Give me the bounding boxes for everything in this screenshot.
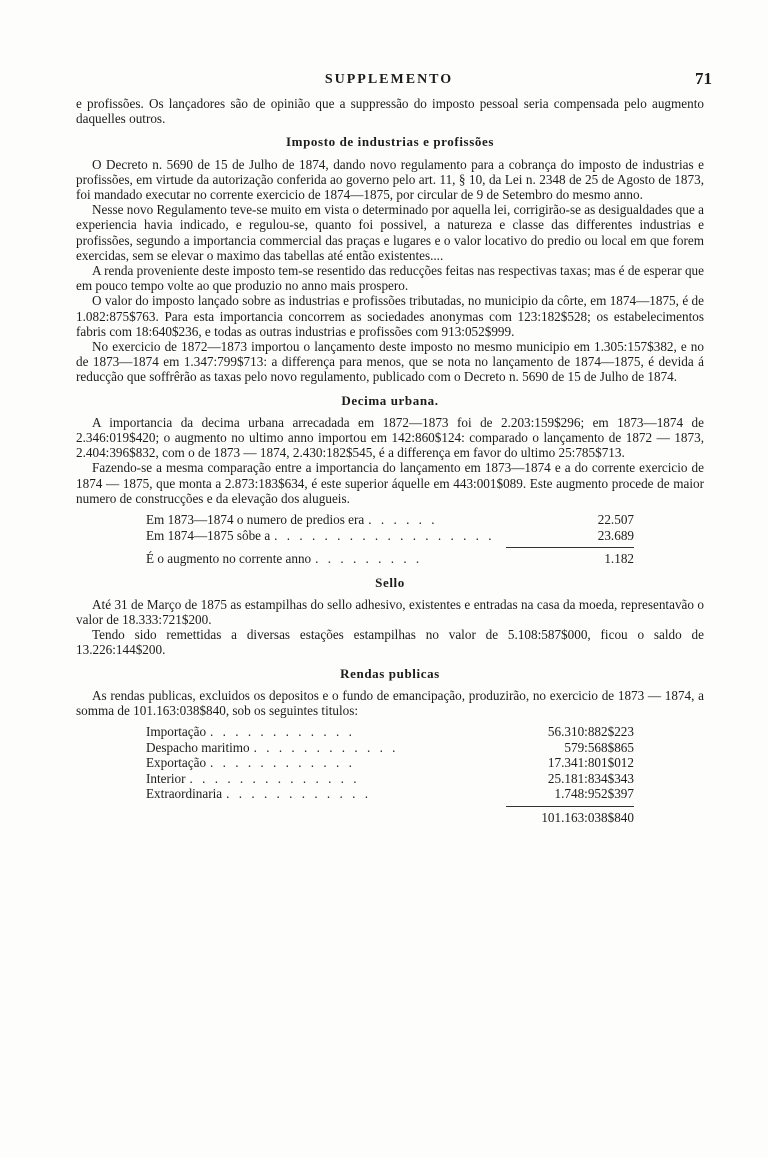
predios-table — [146, 512, 634, 567]
paragraph: O Decreto n. 5690 de 15 de Julho de 1874, dando novo regulamento para a cobrança do imposto de industrias e profissões, em virtude da autorização conferida ao governo pelo art. 11, § 10, da Lei n. 2348 de 25 de Agosto de 1873, foi mandado executar no corrente exercicio de 1874—1875, por circular de 9 de Setembro do mesmo anno. — [76, 156, 704, 203]
paragraph: Nesse novo Regulamento teve-se muito em vista o determinado por aquella lei, corrigirão-se as desigualdades que a experiencia havia indicado, e regulou-se, quanto foi possivel, a natureza e classe das differentes industrias e profissões, segundo a importancia commercial das praças e lugares e o valor locativo do predio ou local em que forem exercidas, sem se elevar o maximo das tabellas até então existentes.... — [76, 202, 704, 263]
leader-dots: . . . . . . . . . . . . — [253, 739, 399, 755]
running-title: SUPPLEMENTO — [324, 72, 454, 87]
table-row — [146, 512, 634, 528]
table-row — [146, 724, 634, 740]
row-value: 579:568$865 — [564, 739, 634, 755]
page-number: 71 — [695, 69, 712, 88]
table-row — [146, 771, 634, 787]
table-row — [146, 740, 634, 756]
section-heading-sello: Sello — [375, 574, 405, 590]
row-label: Interior — [146, 770, 186, 786]
row-label: Extraordinaria — [146, 786, 223, 802]
row-label: Importação — [146, 724, 207, 740]
sum-rule — [506, 547, 634, 548]
rendas-table — [146, 724, 634, 825]
table-total-row — [146, 551, 634, 567]
row-label: Em 1873—1874 o numero de predios era — [146, 512, 365, 528]
row-label: Exportação — [146, 755, 207, 771]
paragraph: As rendas publicas, excluidos os depositos e o fundo de emancipação, produzirão, no exercicio de 1873 — 1874, a somma de 101.163:038$840, sob os seguintes titulos: — [76, 687, 704, 718]
row-label: Em 1874—1875 sôbe a — [146, 527, 271, 543]
paragraph: Tendo sido remettidas a diversas estações estampilhas no valor de 5.108:587$000, ficou o saldo de 13.226:144$200. — [76, 627, 704, 658]
row-value: 1.182 — [604, 551, 634, 567]
page-header — [66, 69, 712, 92]
leader-dots: . . . . . . . . . — [315, 551, 423, 567]
leader-dots: . . . . . . . . . . . . — [210, 755, 355, 771]
row-value: 1.748:952$397 — [554, 786, 634, 802]
paragraph: No exercicio de 1872—1873 importou o lançamento deste imposto no mesmo municipio em 1.305:157$382, e no de 1873—1874 em 1.347:799$713: a differença para menos, que se nota no lançamento de 1874—1875, é devida á reducção que soffrêrão as taxas pelo novo regulamento, publicado com o Decreto n. 5690 de 15 de Julho de 1874. — [76, 339, 704, 385]
section-heading-industrias: Imposto de industrias e profissões — [286, 134, 494, 150]
rendas-total: 101.163:038$840 — [541, 809, 634, 825]
paragraph: A importancia da decima urbana arrecadada em 1872—1873 foi de 2.203:159$296; em 1873—1874 de 2.346:019$420; o augmento no ultimo anno importou em 142:860$124: comparado o lançamento de 1872 — 1873, 2.404:396$832, com o de 1873 — 1874, 2.430:182$545, é a differença em favor do ultimo 25:785$713. — [76, 414, 704, 461]
paragraph: A renda proveniente deste imposto tem-se resentido das reducções feitas nas respectivas taxas; mas é de esperar que em pouco tempo volte ao que produzio no anno mais prospero. — [76, 263, 704, 294]
leader-dots: . . . . . . . . . . . . . . . . . . — [274, 527, 495, 543]
leader-dots: . . . . . . — [368, 512, 438, 528]
paragraph: Até 31 de Março de 1875 as estampilhas do sello adhesivo, existentes e entradas na casa da moeda, representavão o valor de 18.333:721$200. — [76, 596, 704, 627]
leader-dots: . . . . . . . . . . . . — [210, 724, 355, 740]
section-heading-rendas: Rendas publicas — [340, 665, 440, 681]
paragraph: Fazendo-se a mesma comparação entre a importancia do lançamento em 1873—1874 e a do corrente exercicio de 1874 — 1875, que monta a 2.873:183$634, é este superior áquelle em 443:001$089. Este augmento procede de maior numero de construcções e da elevação dos alugueis. — [76, 460, 704, 506]
intro-paragraph: e profissões. Os lançadores são de opinião que a suppressão do imposto pessoal seria compensada pelo augmento daquelles outros. — [76, 96, 704, 127]
section-heading-decima: Decima urbana. — [341, 392, 439, 408]
row-label: É o augmento no corrente anno — [146, 551, 312, 567]
sum-rule — [506, 806, 634, 807]
paragraph: O valor do imposto lançado sobre as industrias e profissões tributadas, no municipio da côrte, em 1874—1875, é de 1.082:875$763. Para esta importancia concorrem as sociedades anonymas com 123:182$528; os estabelecimentos fabris com 18:640$236, e todas as outras industrias e profissões com 913:052$999. — [76, 293, 704, 339]
leader-dots: . . . . . . . . . . . . . . — [189, 770, 360, 786]
table-row — [146, 786, 634, 802]
row-value: 56.310:882$223 — [547, 724, 634, 740]
row-label: Despacho maritimo — [146, 739, 250, 755]
table-row — [146, 755, 634, 771]
page-body — [76, 96, 704, 825]
row-value: 22.507 — [597, 512, 634, 528]
leader-dots: . . . . . . . . . . . . — [226, 786, 371, 802]
row-value: 23.689 — [597, 527, 634, 543]
row-value: 25.181:834$343 — [547, 770, 634, 786]
row-value: 17.341:801$012 — [547, 755, 634, 771]
table-row — [146, 528, 634, 544]
